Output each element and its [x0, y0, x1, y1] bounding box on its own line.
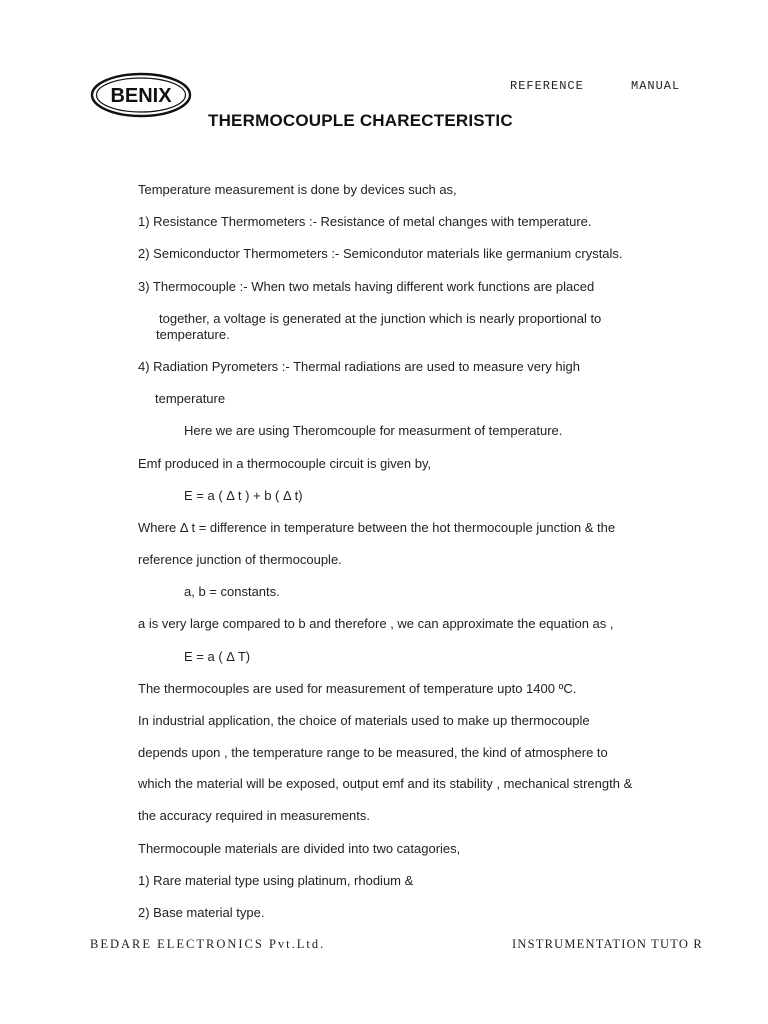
item-3-continuation-2: temperature.	[156, 327, 230, 342]
item-4-line: 4) Radiation Pyrometers :- Thermal radiations are used to measure very high	[138, 359, 580, 374]
industrial-line: In industrial application, the choice of materials used to make up thermocouple	[138, 713, 590, 728]
category-1: 1) Rare material type using platinum, rhodium &	[138, 873, 414, 888]
industrial-line-4: the accuracy required in measurements.	[138, 808, 370, 823]
benix-logo	[90, 72, 192, 118]
item-3-line: 3) Thermocouple :- When two metals having different work functions are placed	[138, 279, 595, 294]
footer-company: BEDARE ELECTRONICS Pvt.Ltd.	[90, 937, 326, 951]
header-manual: MANUAL	[631, 79, 681, 93]
where-continuation: reference junction of thermocouple.	[138, 552, 342, 567]
item-4-continuation: temperature	[155, 391, 226, 406]
emf-intro-line: Emf produced in a thermocouple circuit is given by,	[138, 456, 432, 471]
logo-text: BENIX	[110, 85, 172, 107]
header-reference: REFERENCE	[510, 79, 584, 93]
page-title: THERMOCOUPLE CHARECTERISTIC	[208, 111, 513, 130]
industrial-line-3: which the material will be exposed, output emf and its stability , mechanical strength &	[138, 776, 633, 791]
usage-line: Here we are using Theromcouple for measurment of temperature.	[184, 423, 563, 438]
item-2-line: 2) Semiconductor Thermometers :- Semicondutor materials like germanium crystals.	[138, 246, 623, 261]
category-2: 2) Base material type.	[138, 905, 265, 920]
item-1-line: 1) Resistance Thermometers :- Resistance of metal changes with temperature.	[138, 214, 592, 229]
footer-doc-name: INSTRUMENTATION TUTO R	[512, 937, 703, 951]
approx-line: a is very large compared to b and therefore , we can approximate the equation as ,	[138, 616, 614, 631]
where-line: Where Δ t = difference in temperature between the hot thermocouple junction & the	[138, 520, 616, 535]
constants-line: a, b = constants.	[184, 584, 280, 599]
item-3-continuation: together, a voltage is generated at the junction which is nearly proportional to	[159, 311, 602, 326]
categories-intro: Thermocouple materials are divided into two catagories,	[138, 841, 461, 856]
approx-equation: E = a ( Δ T)	[184, 649, 251, 664]
intro-line: Temperature measurement is done by devices such as,	[138, 182, 457, 197]
industrial-line-2: depends upon , the temperature range to be measured, the kind of atmosphere to	[138, 745, 608, 760]
range-line: The thermocouples are used for measurement of temperature upto 1400 ºC.	[138, 681, 577, 696]
emf-equation: E = a ( Δ t ) + b ( Δ t)	[184, 488, 303, 503]
